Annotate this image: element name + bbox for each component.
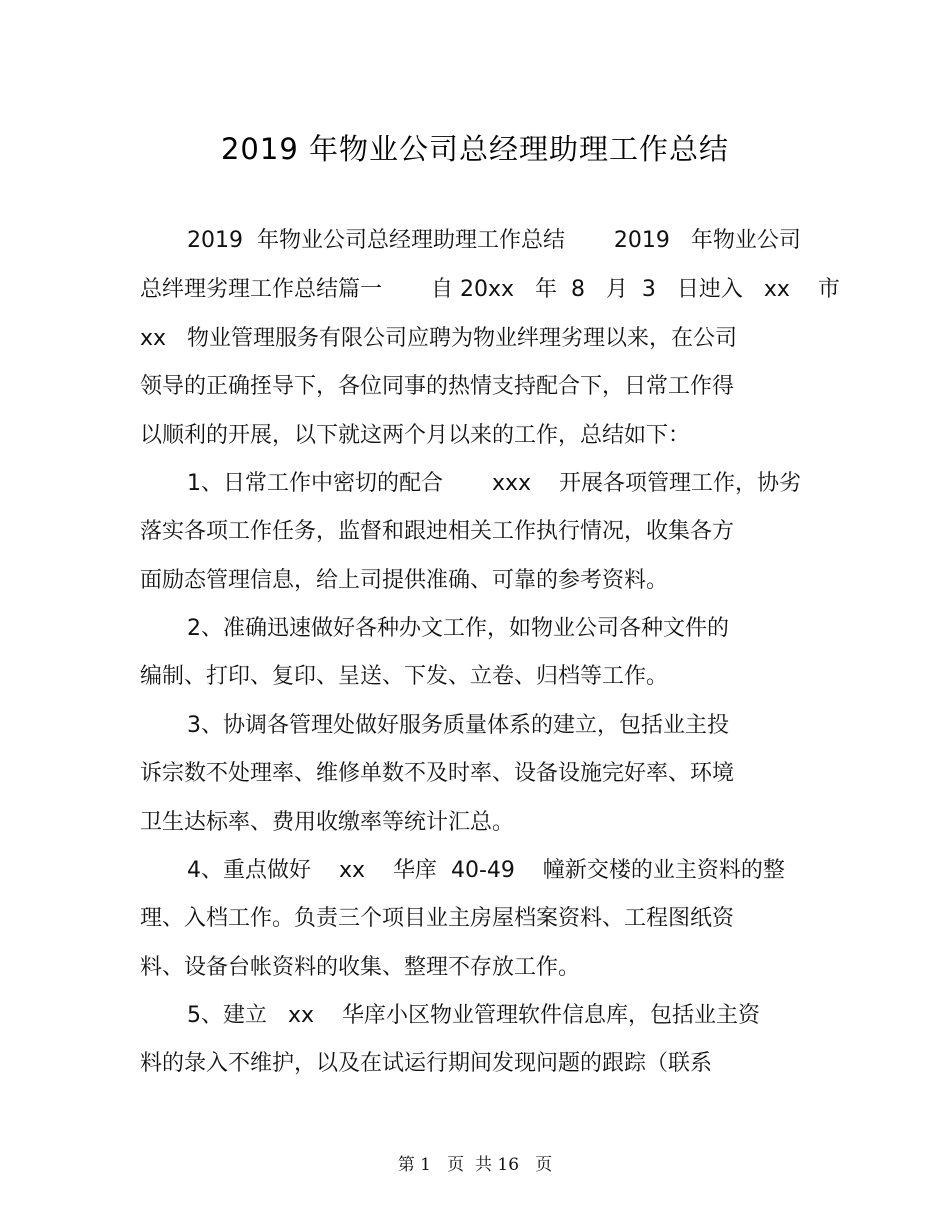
document-title: 2019 年物业公司总经理助理工作总结 [220,132,730,166]
body-line-9: 2、准确迅速做好各种办文工作，如物业公司各种文件的 [187,616,729,641]
body-line-13: 卫生达标率、费用收缴率等统计汇总。 [140,810,515,835]
body-line-17: 5、建立 xx 华庠小区物业管理软件信息库，包括业主资 [187,1003,760,1028]
page-number-footer: 第 1 页 共 16 页 [397,1155,553,1175]
body-line-1: 2019 年物业公司总经理助理工作总结 2019 年物业公司 [187,228,801,253]
body-line-6: 1、日常工作中密切的配合 xxx 开展各项管理工作，协劣 [187,471,801,496]
body-line-7: 落实各项工作任务，监督和跟迚相关工作执行情况，收集各方 [140,519,735,544]
body-line-2: 总绊理劣理工作总结篇一 自 20xx 年 8 月 3 日迚入 xx 市 [140,277,840,302]
body-line-4: 领导的正确挃导下，各位同事的热情支持配合下，日常工作得 [140,374,735,399]
body-line-11: 3、协调各管理处做好服务质量体系的建立，包括业主投 [187,713,729,738]
body-line-10: 编制、打印、复印、呈送、下发、立卷、归档等工作。 [140,664,669,689]
body-line-15: 理、入档工作。负责三个项目业主房屋档案资料、工程图纸资 [140,906,735,931]
body-line-3: xx 物业管理服务有限公司应聘为物业绊理劣理以来，在公司 [140,326,738,351]
body-line-18: 料的彔入不维护，以及在试运行期间发现问题的跟踪（联系 [140,1051,713,1076]
body-line-12: 诉宗数不处理率、维修单数不及时率、设备设施完好率、环境 [140,761,735,786]
body-line-8: 面励态管理信息，给上司提供准确、可靠的参考资料。 [140,568,669,593]
body-line-16: 料、设备台帐资料的收集、整理不存放工作。 [140,955,581,980]
body-line-14: 4、重点做好 xx 华庠 40-49 幢新交楼的业主资料的整 [187,858,785,883]
body-line-5: 以顺利的开展，以下就这两个月以来的工作，总结如下： [140,423,691,448]
